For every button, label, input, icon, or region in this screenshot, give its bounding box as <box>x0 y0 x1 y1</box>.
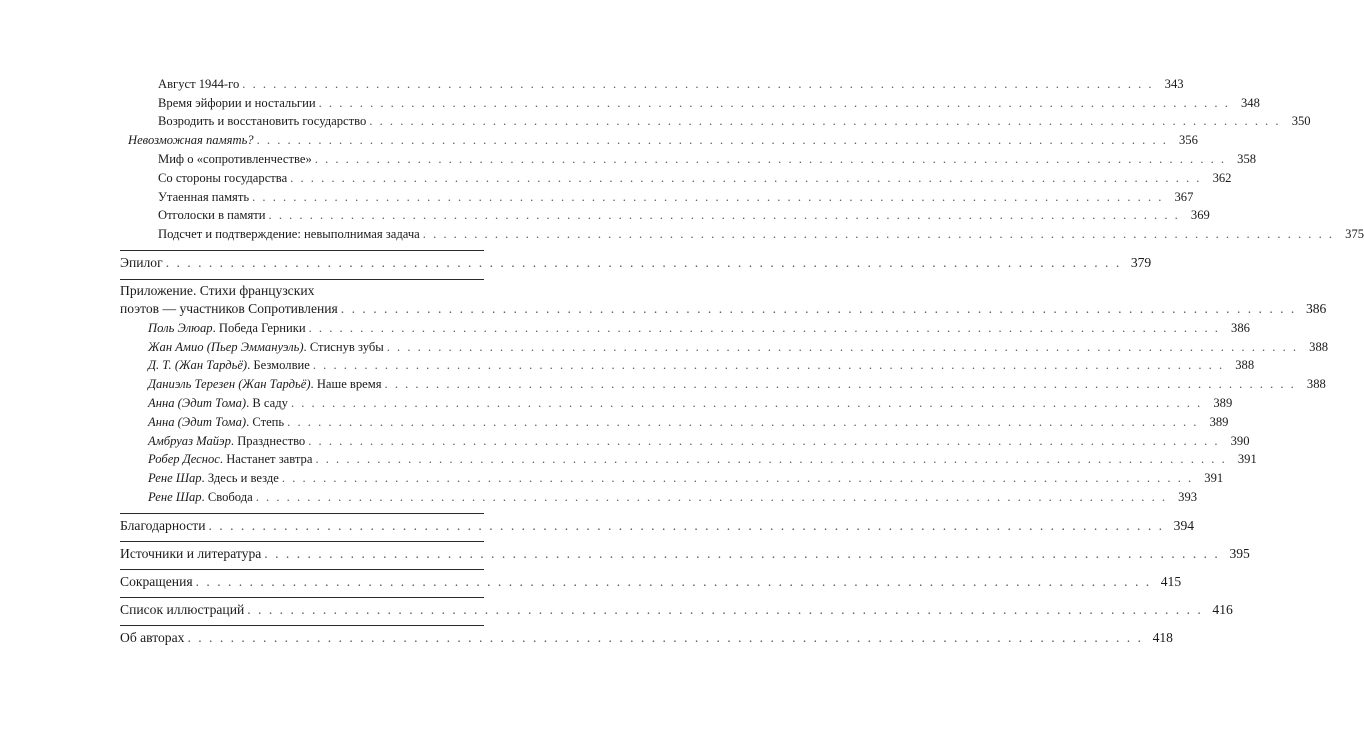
toc-entry-title: Утаенная память <box>158 190 250 204</box>
toc-entry-title: Невозможная память? <box>128 133 254 147</box>
dot-leader <box>387 340 1298 355</box>
toc-entry[interactable] <box>120 340 1329 355</box>
toc-entry[interactable] <box>120 471 1224 486</box>
toc-entry[interactable] <box>120 114 1311 129</box>
toc-entry-page: 362 <box>1212 171 1232 185</box>
toc-entry[interactable] <box>120 602 1233 618</box>
toc-entry[interactable] <box>120 574 1182 590</box>
toc-entry-page: 369 <box>1190 208 1210 222</box>
poem-title: . Празднество <box>230 434 306 448</box>
toc-entry-page: 394 <box>1173 518 1195 533</box>
dot-leader <box>209 518 1165 534</box>
toc-entry-page: 386 <box>1231 321 1250 335</box>
dot-leader <box>423 227 1334 242</box>
dot-leader <box>187 630 1143 646</box>
dot-leader <box>166 255 1122 271</box>
toc-entry-title: Отголоски в памяти <box>158 208 266 222</box>
divider <box>120 597 484 598</box>
toc-entry-page: 416 <box>1212 602 1233 617</box>
toc-entry[interactable] <box>120 546 1250 562</box>
toc-entry-page: 389 <box>1213 396 1233 410</box>
divider <box>120 541 484 542</box>
toc-entry[interactable] <box>120 434 1250 449</box>
dot-leader <box>256 490 1167 505</box>
poem-title: . Наше время <box>310 377 382 391</box>
toc-entry-title: Сокращения <box>120 574 193 589</box>
toc-entry[interactable] <box>120 171 1232 186</box>
toc-entry-title: Миф о «сопротивленчестве» <box>158 152 312 166</box>
divider <box>120 513 484 514</box>
dot-leader <box>247 602 1203 618</box>
poem-author: Амбруаз Майэр <box>148 434 231 448</box>
dot-leader <box>269 208 1180 223</box>
dot-leader <box>341 301 1297 317</box>
dot-leader <box>319 96 1230 111</box>
dot-leader <box>257 133 1168 148</box>
poem-author: Анна (Эдит Тома) <box>148 396 247 410</box>
toc-entry-page: 356 <box>1179 133 1198 147</box>
toc-entry-page: 393 <box>1178 490 1198 504</box>
toc-entry-title: Список иллюстраций <box>120 602 245 617</box>
dot-leader <box>309 321 1220 336</box>
toc-entry-title: Подсчет и подтверждение: невыполнимая задача <box>158 227 420 241</box>
toc-entry-title-line1: Приложение. Стихи французских <box>120 283 315 298</box>
toc-entry[interactable] <box>120 96 1260 111</box>
divider <box>120 279 484 280</box>
toc-entry[interactable] <box>120 377 1326 392</box>
poem-author: Жан Амио (Пьер Эммануэль) <box>148 340 304 354</box>
toc-entry-title: Август 1944-го <box>158 77 240 91</box>
poem-title: . Безмолвие <box>247 358 310 372</box>
toc-entry-page: 395 <box>1229 546 1250 561</box>
toc-entry[interactable] <box>120 152 1257 167</box>
toc-entry-page: 388 <box>1306 377 1326 391</box>
toc-entry[interactable] <box>120 630 1173 646</box>
divider <box>120 250 484 251</box>
toc-entry[interactable] <box>120 255 1152 271</box>
poem-author: Рене Шар <box>148 490 202 504</box>
toc-entry[interactable] <box>120 490 1198 505</box>
poem-author: Даниэль Терезен (Жан Тардьё) <box>148 377 311 391</box>
dot-leader <box>385 377 1296 392</box>
toc-entry-page: 350 <box>1291 114 1311 128</box>
poem-title: . Победа Герники <box>212 321 306 335</box>
toc-entry[interactable] <box>120 133 1198 148</box>
toc-entry-page: 388 <box>1235 358 1255 372</box>
toc-entry-title: Со стороны государства <box>158 171 288 185</box>
toc-entry[interactable] <box>120 415 1229 430</box>
toc-entry-page: 388 <box>1309 340 1329 354</box>
toc-entry-title: поэтов — участников Сопротивления <box>120 301 338 316</box>
dot-leader <box>313 358 1224 373</box>
dot-leader <box>196 574 1152 590</box>
toc-entry-page: 367 <box>1174 190 1194 204</box>
toc-entry[interactable] <box>120 321 1250 336</box>
poem-title: . Свобода <box>201 490 253 504</box>
toc-entry-title: Эпилог <box>120 255 163 270</box>
dot-leader <box>264 546 1220 562</box>
toc-entry-title: Возродить и восстановить государство <box>158 114 367 128</box>
divider <box>120 569 484 570</box>
dot-leader <box>315 452 1226 467</box>
toc-entry[interactable] <box>120 227 1364 242</box>
dot-leader <box>242 77 1153 92</box>
toc-entry-page: 375 <box>1345 227 1364 241</box>
poem-author: Рене Шар <box>148 471 202 485</box>
poem-title: . В саду <box>246 396 288 410</box>
toc-entry[interactable] <box>120 358 1255 373</box>
divider <box>120 625 484 626</box>
toc-entry-page: 386 <box>1305 301 1327 316</box>
toc-entry-page: 415 <box>1160 574 1182 589</box>
dot-leader <box>287 415 1198 430</box>
dot-leader <box>252 190 1163 205</box>
toc-entry-title: Источники и литература <box>120 546 262 561</box>
dot-leader <box>282 471 1193 486</box>
dot-leader <box>369 114 1280 129</box>
toc-entry[interactable] <box>120 301 1327 317</box>
toc-entry[interactable] <box>120 396 1233 411</box>
dot-leader <box>291 396 1202 411</box>
toc-entry-page: 379 <box>1130 255 1152 270</box>
toc-entry-title: Об авторах <box>120 630 185 645</box>
toc-entry-title: Благодарности <box>120 518 206 533</box>
toc-entry[interactable] <box>120 208 1210 223</box>
toc-entry-page: 390 <box>1230 434 1250 448</box>
dot-leader <box>290 171 1201 186</box>
poem-title: . Степь <box>246 415 285 429</box>
toc-entry[interactable] <box>120 190 1194 205</box>
toc-entry-title: Время эйфории и ностальгии <box>158 96 316 110</box>
toc-entry-page: 343 <box>1164 77 1184 91</box>
toc-entry-page: 391 <box>1237 452 1257 466</box>
toc-entry[interactable] <box>120 518 1195 534</box>
poem-title: . Настанет завтра <box>219 452 313 466</box>
toc-entry-page: 418 <box>1152 630 1173 645</box>
dot-leader <box>315 152 1226 167</box>
poem-title: . Стиснув зубы <box>303 340 384 354</box>
toc-entry-page: 391 <box>1204 471 1224 485</box>
dot-leader <box>308 434 1219 449</box>
poem-author: Анна (Эдит Тома) <box>148 415 247 429</box>
poem-title: . Здесь и везде <box>201 471 279 485</box>
poem-author: Поль Элюар <box>148 321 213 335</box>
toc-entry[interactable] <box>120 77 1184 92</box>
toc-entry[interactable] <box>120 452 1257 467</box>
toc-entry-page: 389 <box>1209 415 1229 429</box>
toc-entry-page: 358 <box>1237 152 1257 166</box>
poem-author: Робер Деснос <box>148 452 220 466</box>
poem-author: Д. Т. (Жан Тардьё) <box>148 358 248 372</box>
toc-entry-page: 348 <box>1240 96 1260 110</box>
